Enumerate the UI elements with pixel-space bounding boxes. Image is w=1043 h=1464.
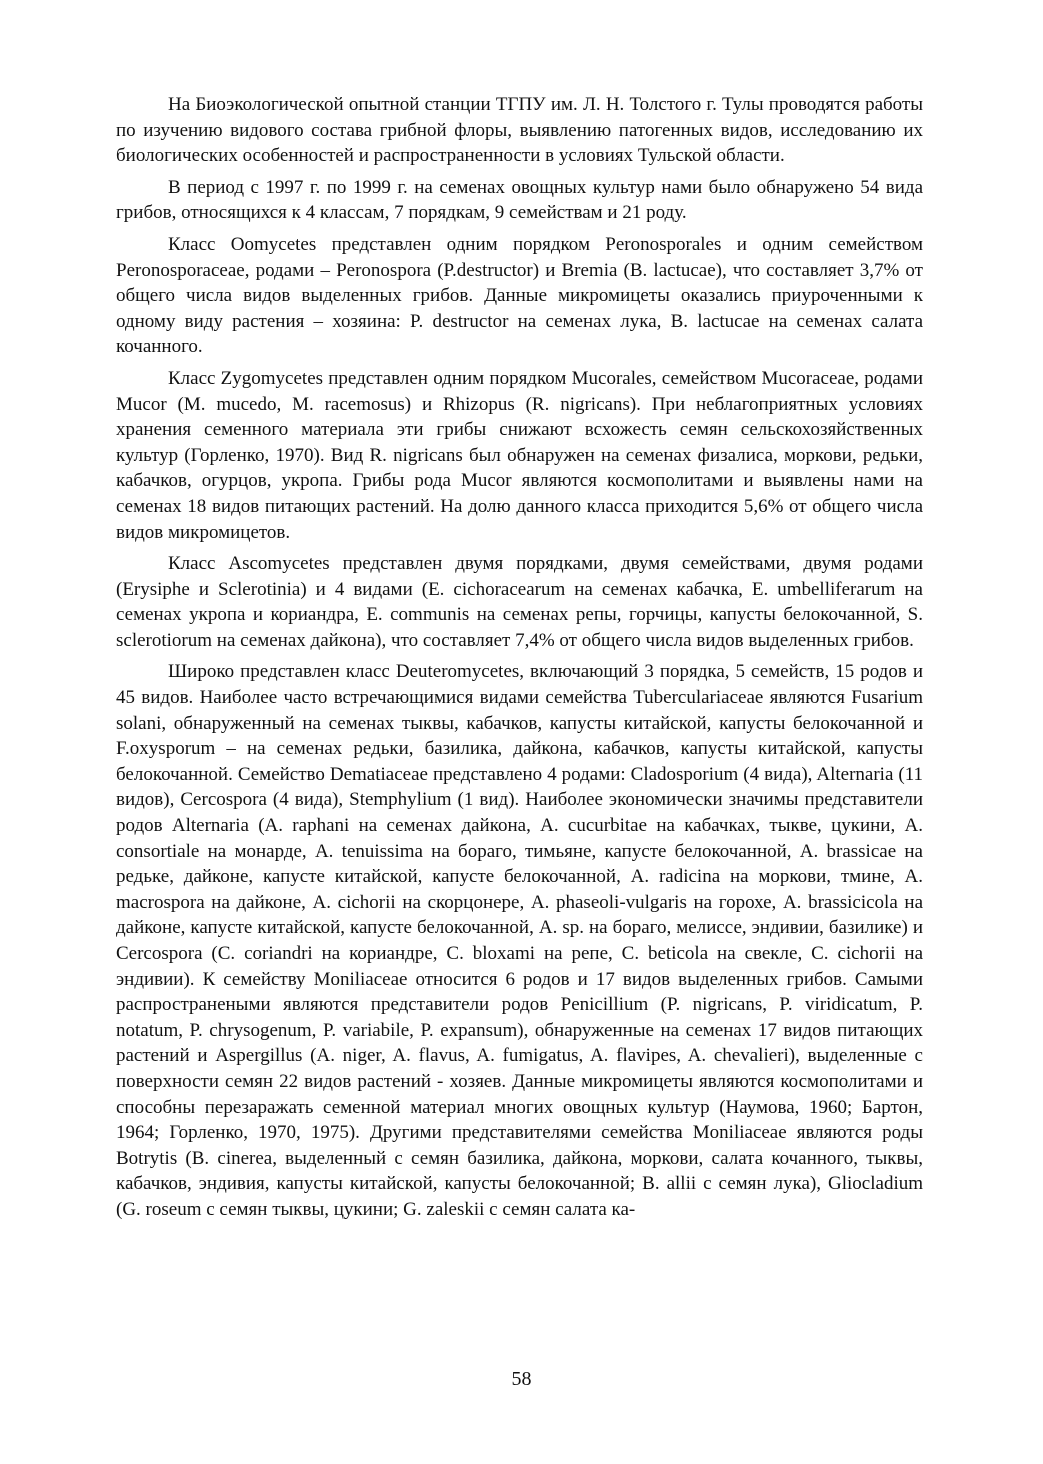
paragraph-intro: На Биоэкологической опытной станции ТГПУ им. Л. Н. Толстого г. Тулы проводятся работы по изучению видового состава грибной флоры, выявлению патогенных видов, исследованию их биологических особенностей и распространенности в условиях Тульской области. <box>116 94 923 167</box>
paragraph-findings-summary: В период с 1997 г. по 1999 г. на семенах овощных культур нами было обнаружено 54 вида грибов, относящихся к 4 классам, 7 порядкам, 9 семействам и 21 роду. <box>116 176 923 224</box>
page-number: 58 <box>511 1368 532 1390</box>
paragraph-ascomycetes: Класс Ascomycetes представлен двумя порядками, двумя семействами, двумя родами (Erysiphe и Sclerotinia) и 4 видами (E. cichoracearum на семенах кабачка, E. umbelliferarum на семенах укропа и кориандра, E. communis на семенах репы, горчицы, капусты белокочанной, S. sclerotiorum на семенах дайкона), что составляет 7,4% от общего числа видов выделенных грибов. <box>116 553 923 651</box>
body-text <box>116 92 923 1229</box>
paragraph-deuteromycetes: Широко представлен класс Deuteromycetes, включающий 3 порядка, 5 семейств, 15 родов и 45 видов. Наиболее часто встречающимися видами семейства Tuberculariaceae являются Fusarium solani, обнаруженный на семенах тыквы, кабачков, капусты китайской, капусты белокочанной и F.oxysporum – на семенах редьки, базилика, дайкона, кабачков, капусты китайской, капусты белокочанной. Семейство Dematiaceae представлено 4 родами: Cladosporium (4 вида), Alternaria (11 видов), Cercospora (4 вида), Stemphylium (1 вид). Наиболее экономически значимы представители родов Alternaria (A. raphani на семенах дайкона, A. cucurbitae на кабачках, тыкве, цукини, A. consortiale на монарде, A. tenuissima на бораго, тимьяне, капусте белокочанной, A. brassicae на редьке, дайконе, капусте китайской, капусте белокочанной, A. radicina на моркови, тмине, A. macrospora на дайконе, A. cichorii на скорцонере, A. phaseoli-vulgaris на горохе, A. brassicicola на дайконе, капусте китайской, капусте белокочанной, A. sp. на бораго, мелиссе, эндивии, базилике) и Cercospora (C. coriandri на кориандре, C. bloxami на репе, C. beticola на свекле, C. cichorii на эндивии). К семейству Moniliaceae относится 6 родов и 17 видов выделенных грибов. Самыми распространеными являются представители родов Penicillium (P. nigricans, P. viridicatum, P. notatum, P. chrysogenum, P. variabile, P. expansum), обнаруженные на семенах 17 видов питающих растений и Aspergillus (A. niger, A. flavus, A. fumigatus, A. flavipes, A. chevalieri), выделенные с поверхности семян 22 видов растений - хозяев. Данные микромицеты являются космополитами и способны перезаражать семенной материал многих овощных культур (Наумова, 1960; Бартон, 1964; Горленко, 1970, 1975). Другими представителями семейства Moniliaceae являются роды Botrytis (B. cinerea, выделенный с семян базилика, дайкона, моркови, салата кочанного, тыквы, кабачков, эндивия, капусты китайской, капусты белокочанной; B. allii с семян лука), Gliocladium (G. roseum с семян тыквы, цукини; G. zaleskii с семян салата ка- <box>116 661 923 1220</box>
paragraph-oomycetes: Класс Oomycetes представлен одним порядком Peronosporales и одним семейством Peronosporaceae, родами – Peronospora (P.destructor) и Bremia (B. lactucae), что составляет 3,7% от общего числа видов выделенных грибов. Данные микромицеты оказались приуроченными к одному виду растения – хозяина: P. destructor на семенах лука, B. lactucae на семенах салата кочанного. <box>116 233 923 358</box>
paragraph-zygomycetes: Класс Zygomycetes представлен одним порядком Mucorales, семейством Mucoraceae, родами Mucor (M. mucedo, M. racemosus) и Rhizopus (R. nigricans). При неблагоприятных условиях хранения семенного материала эти грибы снижают всхожесть семян сельскохозяйственных культур (Горленко, 1970). Вид R. nigricans был обнаружен на семенах физалиса, моркови, редьки, кабачков, огурцов, укропа. Грибы рода Mucor являются космополитами и выявлены нами на семенах 18 видов питающих растений. На долю данного класса приходится 5,6% от общего числа видов микромицетов. <box>116 367 923 543</box>
